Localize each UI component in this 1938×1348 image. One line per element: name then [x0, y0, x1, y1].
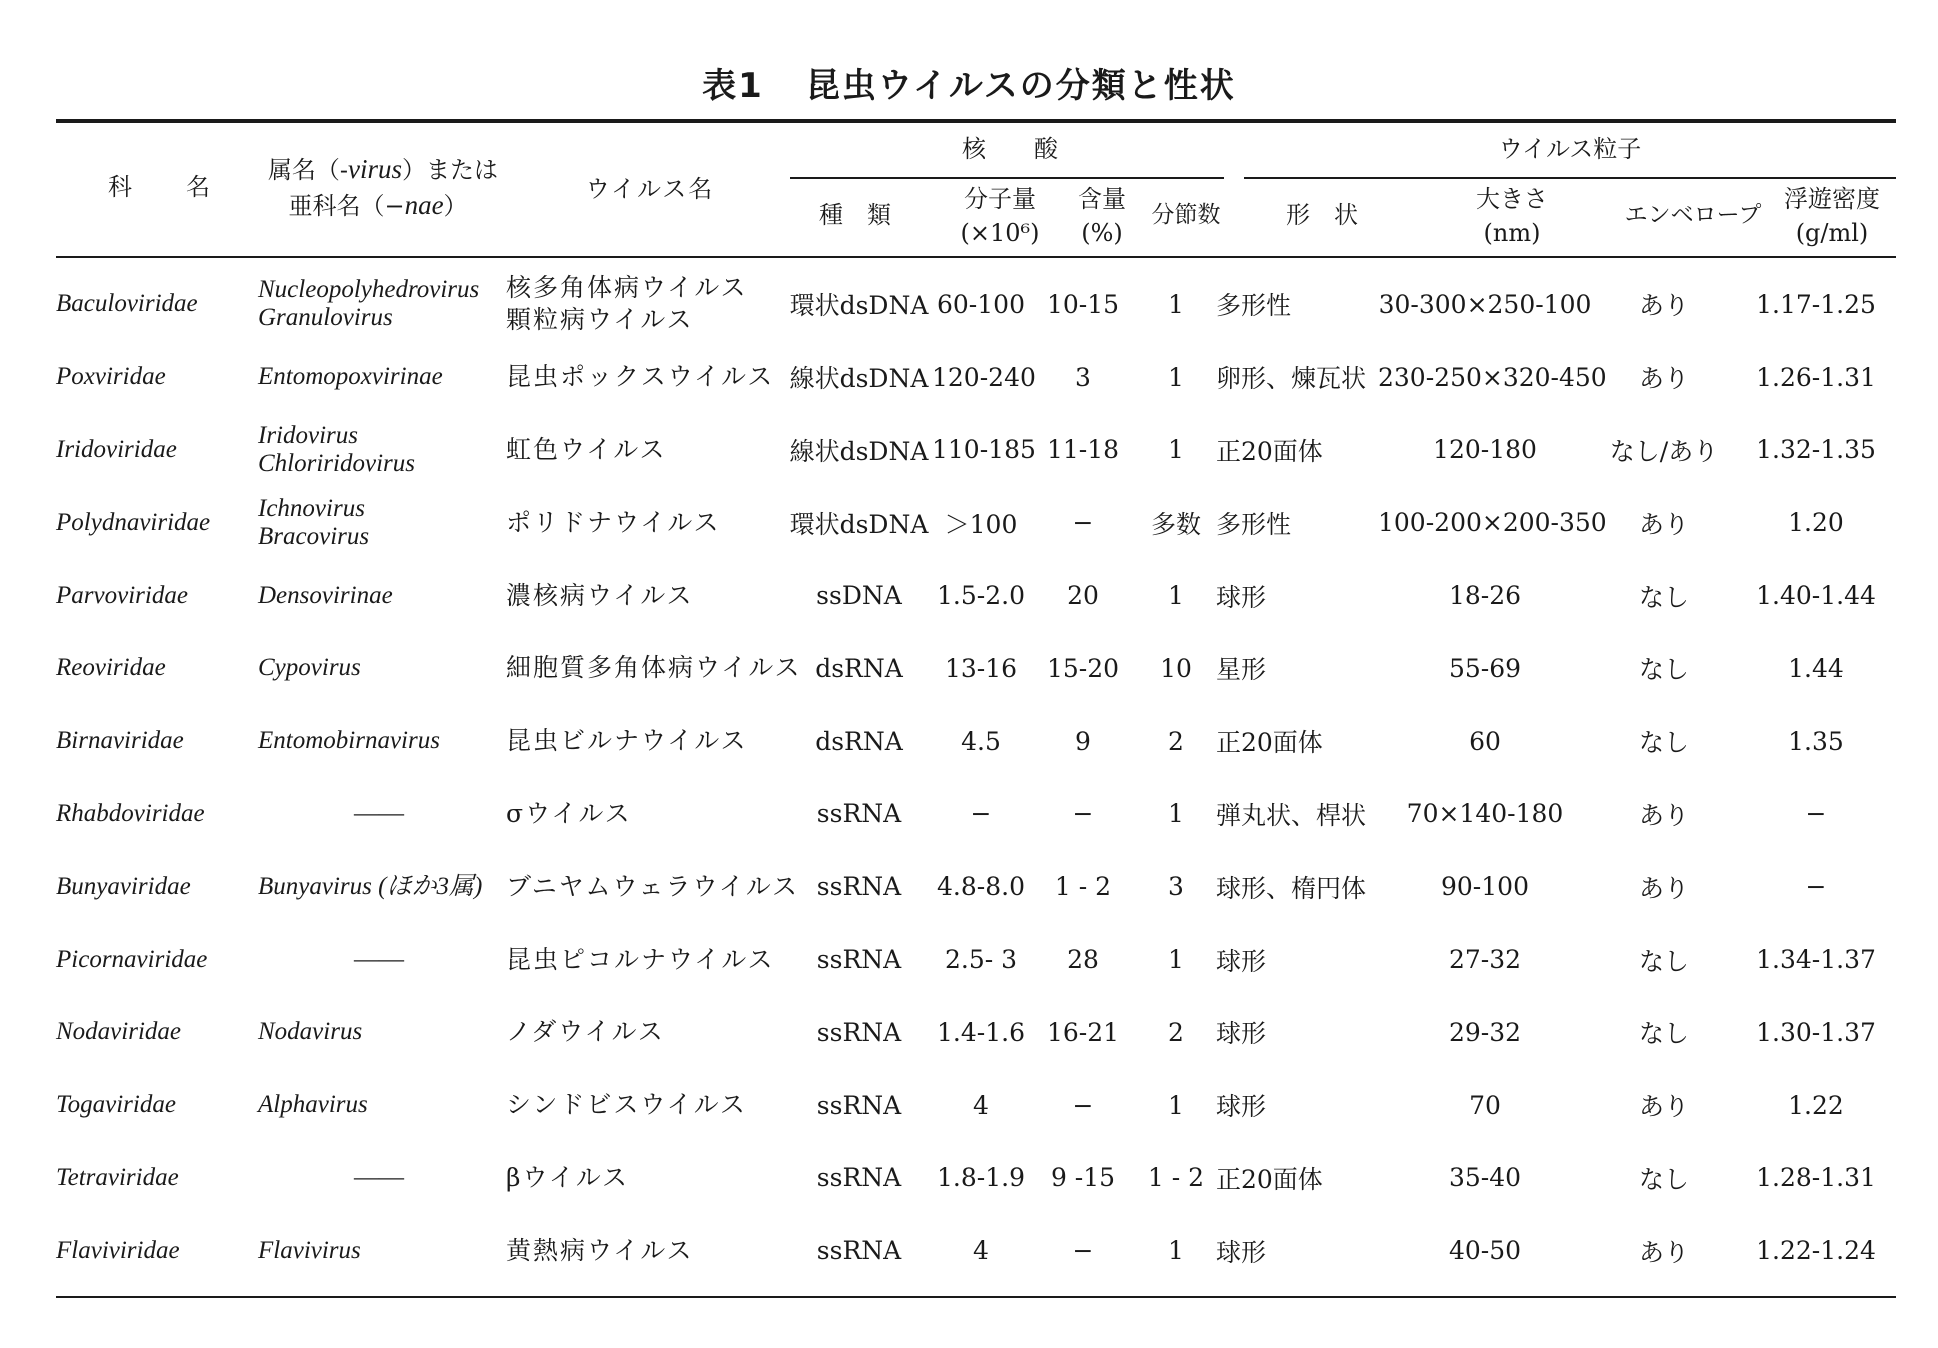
density-cell: 1.26-1.31 — [1756, 362, 1876, 392]
size-cell: 40-50 — [1448, 1236, 1522, 1266]
genus-cell-line: Flavivirus — [258, 1236, 361, 1264]
genus-cell-line: Ichnovirus — [258, 494, 365, 522]
family-cell: Parvoviridae — [56, 581, 188, 609]
segments-cell: 1 — [1168, 362, 1184, 392]
envelope-cell: なし — [1638, 1019, 1689, 1049]
virus-name-cell — [506, 1142, 786, 1215]
virus-name-cell — [506, 268, 786, 341]
header-virus-name: ウイルス名 — [585, 175, 715, 203]
content-cell: 1 - 2 — [1054, 872, 1112, 902]
header-particle: ウイルス粒子 — [1498, 135, 1642, 163]
table-row — [56, 341, 1896, 414]
virus-name-cell-line: 顆粒病ウイルス — [506, 305, 694, 335]
size-cell: 27-32 — [1448, 945, 1522, 975]
envelope-cell: あり — [1638, 1092, 1689, 1122]
nucleic-acid-type-cell: ssRNA — [816, 1017, 902, 1047]
density-cell: 1.22 — [1788, 1090, 1844, 1120]
genus-cell — [258, 996, 506, 1069]
density-cell: 1.22-1.24 — [1756, 1236, 1876, 1266]
genus-cell-line: Cypovirus — [258, 654, 361, 682]
virus-name-cell — [506, 559, 786, 632]
segments-cell: 2 — [1168, 1017, 1184, 1047]
virus-name-cell-line: σウイルス — [506, 798, 632, 828]
virus-name-cell-line: 黄熱病ウイルス — [506, 1235, 694, 1265]
envelope-cell: あり — [1638, 509, 1689, 539]
virus-name-cell — [506, 632, 802, 705]
molecular-weight-cell: ＞100 — [944, 509, 1018, 539]
virus-name-cell — [506, 996, 786, 1069]
envelope-cell: あり — [1638, 873, 1689, 903]
molecular-weight-cell: 60-100 — [937, 289, 1025, 319]
molecular-weight-cell: 110-185 — [932, 435, 1036, 465]
density-cell: 1.34-1.37 — [1756, 945, 1876, 975]
header-segments: 分節数 — [1151, 202, 1221, 228]
segments-cell: 2 — [1168, 726, 1184, 756]
genus-cell-line: Granulovirus — [258, 304, 393, 332]
family-cell: Picornaviridae — [56, 945, 208, 973]
header-size-unit: (nm) — [1483, 219, 1541, 247]
virus-name-cell-line: ポリドナウイルス — [506, 507, 721, 537]
envelope-cell: あり — [1638, 291, 1689, 321]
table-row — [56, 996, 1896, 1069]
size-cell: 60 — [1469, 726, 1501, 756]
segments-cell: 10 — [1160, 653, 1192, 683]
virus-name-cell-line: 昆虫ビルナウイルス — [506, 726, 748, 756]
nucleic-acid-type-cell: ssRNA — [816, 1163, 902, 1193]
virus-name-cell — [506, 705, 786, 778]
nucleic-acid-type-cell: ssRNA — [816, 872, 902, 902]
header-density: 浮遊密度 — [1784, 185, 1880, 213]
genus-cell-line: Nucleopolyhedrovirus — [258, 276, 480, 304]
content-cell: 16-21 — [1046, 1017, 1120, 1047]
shape-cell: 星形 — [1216, 655, 1267, 685]
shape-cell: 球形 — [1216, 1237, 1267, 1267]
family-cell: Poxviridae — [56, 363, 166, 391]
genus-cell-line: —— — [354, 945, 404, 973]
genus-cell — [258, 705, 506, 778]
size-cell: 100-200×200-350 — [1378, 508, 1607, 538]
content-cell: 3 — [1075, 362, 1091, 392]
virus-name-cell-line: ノダウイルス — [506, 1017, 665, 1047]
segments-cell: 1 — [1168, 581, 1184, 611]
table-row — [56, 923, 1896, 996]
segments-cell: 1 — [1168, 289, 1184, 319]
genus-cell-line: Densovirinae — [258, 581, 393, 609]
content-cell: 15-20 — [1046, 653, 1120, 683]
molecular-weight-cell: 13-16 — [944, 653, 1018, 683]
table-title — [0, 58, 1938, 107]
density-cell: 1.44 — [1788, 653, 1844, 683]
header-shape: 形 状 — [1286, 201, 1358, 229]
size-cell: 18-26 — [1448, 581, 1522, 611]
size-cell: 70 — [1469, 1090, 1501, 1120]
envelope-cell: なし — [1638, 728, 1689, 758]
genus-cell — [258, 850, 506, 923]
genus-cell — [258, 923, 506, 996]
genus-cell — [258, 778, 506, 851]
content-cell: 10-15 — [1046, 289, 1120, 319]
virus-name-cell — [506, 1214, 786, 1287]
virus-name-cell — [506, 341, 786, 414]
virus-name-cell — [506, 486, 786, 559]
molecular-weight-cell: 1.4-1.6 — [937, 1017, 1025, 1047]
molecular-weight-cell: 4.8-8.0 — [937, 872, 1025, 902]
table-row — [56, 268, 1896, 341]
virus-name-cell — [506, 1069, 786, 1142]
density-cell: 1.30-1.37 — [1756, 1017, 1876, 1047]
nucleic-acid-type-cell: ssRNA — [816, 799, 902, 829]
molecular-weight-cell: 4 — [973, 1236, 989, 1266]
nucleic-acid-type-cell: dsRNA — [815, 653, 903, 683]
table-row — [56, 414, 1896, 487]
genus-cell — [258, 559, 506, 632]
molecular-weight-cell: 1.5-2.0 — [937, 581, 1025, 611]
genus-cell — [258, 341, 506, 414]
shape-cell: 多形性 — [1216, 291, 1292, 321]
genus-cell — [258, 414, 506, 487]
content-cell: − — [1072, 1090, 1094, 1120]
table-row — [56, 486, 1896, 559]
header-content: 含量 — [1078, 185, 1126, 213]
header-genus-line2: 亜科名（−nae） — [288, 190, 468, 220]
header-mw: 分子量 — [964, 185, 1036, 213]
virus-name-cell-line: βウイルス — [506, 1162, 629, 1192]
shape-cell: 球形 — [1216, 946, 1267, 976]
size-cell: 90-100 — [1441, 872, 1529, 902]
table-row — [56, 559, 1896, 632]
virus-name-cell-line: 細胞質多角体病ウイルス — [506, 653, 802, 683]
family-cell: Tetraviridae — [56, 1163, 179, 1191]
nucleic-acid-type-cell: 線状dsDNA — [789, 436, 929, 466]
header-genus-line1: 属名（-virus）または — [267, 154, 499, 184]
nucleic-acid-type-cell: 線状dsDNA — [789, 364, 929, 394]
genus-cell-line: Alphavirus — [258, 1091, 368, 1119]
density-cell: − — [1805, 799, 1827, 829]
segments-cell: 1 — [1168, 435, 1184, 465]
nucleic-acid-type-cell: 環状dsDNA — [789, 509, 929, 539]
header-mw-unit: (×10⁶) — [960, 219, 1040, 247]
table-body — [56, 268, 1896, 1287]
density-cell: 1.20 — [1788, 508, 1844, 538]
molecular-weight-cell: 2.5- 3 — [944, 945, 1018, 975]
family-cell: Togaviridae — [56, 1091, 176, 1119]
content-cell: 20 — [1067, 581, 1099, 611]
table-row — [56, 1142, 1896, 1215]
family-cell: Polydnaviridae — [56, 508, 211, 536]
genus-cell — [258, 1142, 506, 1215]
shape-cell: 球形 — [1216, 1019, 1267, 1049]
table-row — [56, 850, 1896, 923]
nucleic-acid-type-cell: ssRNA — [816, 945, 902, 975]
envelope-cell: なし — [1638, 1164, 1689, 1194]
density-cell: 1.32-1.35 — [1756, 435, 1876, 465]
content-cell: − — [1072, 799, 1094, 829]
molecular-weight-cell: 1.8-1.9 — [937, 1163, 1025, 1193]
virus-name-cell-line: 虹色ウイルス — [506, 434, 667, 464]
content-cell: 9 — [1075, 726, 1091, 756]
envelope-cell: なし — [1638, 946, 1689, 976]
genus-cell-line: Nodavirus — [258, 1018, 363, 1046]
content-cell: − — [1072, 508, 1094, 538]
nucleic-acid-type-cell: dsRNA — [815, 726, 903, 756]
content-cell: 11-18 — [1046, 435, 1120, 465]
header-envelope: エンベロープ — [1624, 202, 1762, 228]
family-cell: Baculoviridae — [56, 290, 198, 318]
genus-cell — [258, 486, 506, 559]
genus-cell-line: —— — [354, 799, 404, 827]
table-row — [56, 632, 1896, 705]
shape-cell: 球形 — [1216, 582, 1267, 612]
shape-cell: 卵形、煉瓦状 — [1216, 364, 1367, 394]
header-type: 種 類 — [819, 201, 891, 229]
family-cell: Birnaviridae — [56, 727, 184, 755]
size-cell: 35-40 — [1448, 1163, 1522, 1193]
segments-cell: 多数 — [1150, 509, 1201, 539]
table-row — [56, 778, 1896, 851]
particle-rule — [1244, 177, 1896, 179]
header-density-unit: (g/ml) — [1795, 219, 1869, 247]
genus-cell-line: Chloriridovirus — [258, 449, 415, 477]
segments-cell: 1 - 2 — [1147, 1163, 1205, 1193]
bottom-rule — [56, 1296, 1896, 1298]
segments-cell: 1 — [1168, 945, 1184, 975]
family-cell: Iridoviridae — [56, 435, 177, 463]
virus-name-cell-line: 核多角体病ウイルス — [506, 273, 748, 303]
genus-cell-line: —— — [354, 1163, 404, 1191]
shape-cell: 正20面体 — [1216, 1164, 1323, 1194]
family-cell: Rhabdoviridae — [56, 799, 205, 827]
virus-name-cell-line: 昆虫ポックスウイルス — [506, 362, 775, 392]
segments-cell: 1 — [1168, 1090, 1184, 1120]
genus-cell-line: Bracovirus — [258, 522, 370, 550]
nucleic-acid-type-cell: ssDNA — [816, 581, 902, 611]
top-rule — [56, 119, 1896, 123]
segments-cell: 1 — [1168, 1236, 1184, 1266]
nucleic-acid-type-cell: ssRNA — [816, 1236, 902, 1266]
header-size: 大きさ — [1476, 185, 1548, 213]
molecular-weight-cell: 4 — [973, 1090, 989, 1120]
virus-name-cell-line: シンドビスウイルス — [506, 1090, 747, 1120]
nucleic-acid-rule — [790, 177, 1224, 179]
table-caption: 昆虫ウイルスの分類と性状 — [805, 66, 1236, 106]
table-row — [56, 1214, 1896, 1287]
family-cell: Flaviviridae — [56, 1236, 180, 1264]
content-cell: − — [1072, 1236, 1094, 1266]
genus-cell-line: Entomobirnavirus — [258, 727, 440, 755]
segments-cell: 3 — [1168, 872, 1184, 902]
table-number: 表1 — [702, 66, 764, 106]
shape-cell: 多形性 — [1216, 509, 1292, 539]
envelope-cell: なし — [1638, 582, 1689, 612]
size-cell: 230-250×320-450 — [1378, 362, 1607, 392]
size-cell: 29-32 — [1448, 1017, 1522, 1047]
genus-cell — [258, 1214, 506, 1287]
density-cell: − — [1805, 872, 1827, 902]
envelope-cell: あり — [1638, 800, 1689, 830]
envelope-cell: あり — [1638, 364, 1689, 394]
content-cell: 9 -15 — [1050, 1163, 1116, 1193]
virus-name-cell — [506, 778, 786, 851]
size-cell: 30-300×250-100 — [1378, 289, 1592, 319]
virus-name-cell-line: ブニヤムウェラウイルス — [506, 871, 800, 901]
header-bottom-rule — [56, 256, 1896, 258]
size-cell: 55-69 — [1448, 653, 1522, 683]
genus-cell — [258, 1069, 506, 1142]
molecular-weight-cell: 4.5 — [961, 726, 1001, 756]
header-content-unit: (%) — [1081, 219, 1123, 247]
content-cell: 28 — [1067, 945, 1099, 975]
density-cell: 1.40-1.44 — [1756, 581, 1876, 611]
virus-name-cell — [506, 923, 786, 996]
molecular-weight-cell: 120-240 — [932, 362, 1036, 392]
nucleic-acid-type-cell: 環状dsDNA — [789, 291, 929, 321]
density-cell: 1.35 — [1788, 726, 1844, 756]
segments-cell: 1 — [1168, 799, 1184, 829]
table-row — [56, 705, 1896, 778]
shape-cell: 正20面体 — [1216, 728, 1323, 758]
density-cell: 1.28-1.31 — [1756, 1163, 1876, 1193]
table-row — [56, 1069, 1896, 1142]
virus-name-cell-line: 濃核病ウイルス — [506, 580, 694, 610]
envelope-cell: あり — [1638, 1237, 1689, 1267]
genus-cell — [258, 268, 506, 341]
virus-table — [56, 268, 1896, 1287]
nucleic-acid-type-cell: ssRNA — [816, 1090, 902, 1120]
family-cell: Bunyaviridae — [56, 872, 191, 900]
shape-cell: 球形 — [1216, 1092, 1267, 1122]
family-cell: Nodaviridae — [56, 1018, 181, 1046]
density-cell: 1.17-1.25 — [1756, 289, 1876, 319]
shape-cell: 正20面体 — [1216, 436, 1323, 466]
size-cell: 70×140-180 — [1406, 799, 1564, 829]
virus-name-cell — [506, 414, 786, 487]
genus-cell-line: Iridovirus — [258, 421, 358, 449]
genus-cell-line: Entomopoxvirinae — [258, 363, 443, 391]
envelope-cell: なし — [1638, 655, 1689, 685]
header-family: 科 名 — [108, 173, 212, 201]
virus-name-cell — [506, 850, 800, 923]
molecular-weight-cell: − — [970, 799, 992, 829]
family-cell: Reoviridae — [56, 654, 166, 682]
virus-name-cell-line: 昆虫ピコルナウイルス — [506, 944, 775, 974]
shape-cell: 弾丸状、桿状 — [1216, 800, 1367, 830]
genus-cell-line: Bunyavirus (ほか3属) — [258, 872, 483, 900]
header-nucleic-acid: 核 酸 — [962, 135, 1058, 163]
size-cell: 120-180 — [1433, 435, 1537, 465]
genus-cell — [258, 632, 506, 705]
envelope-cell: なし/あり — [1609, 436, 1719, 466]
shape-cell: 球形、楕円体 — [1216, 873, 1367, 903]
